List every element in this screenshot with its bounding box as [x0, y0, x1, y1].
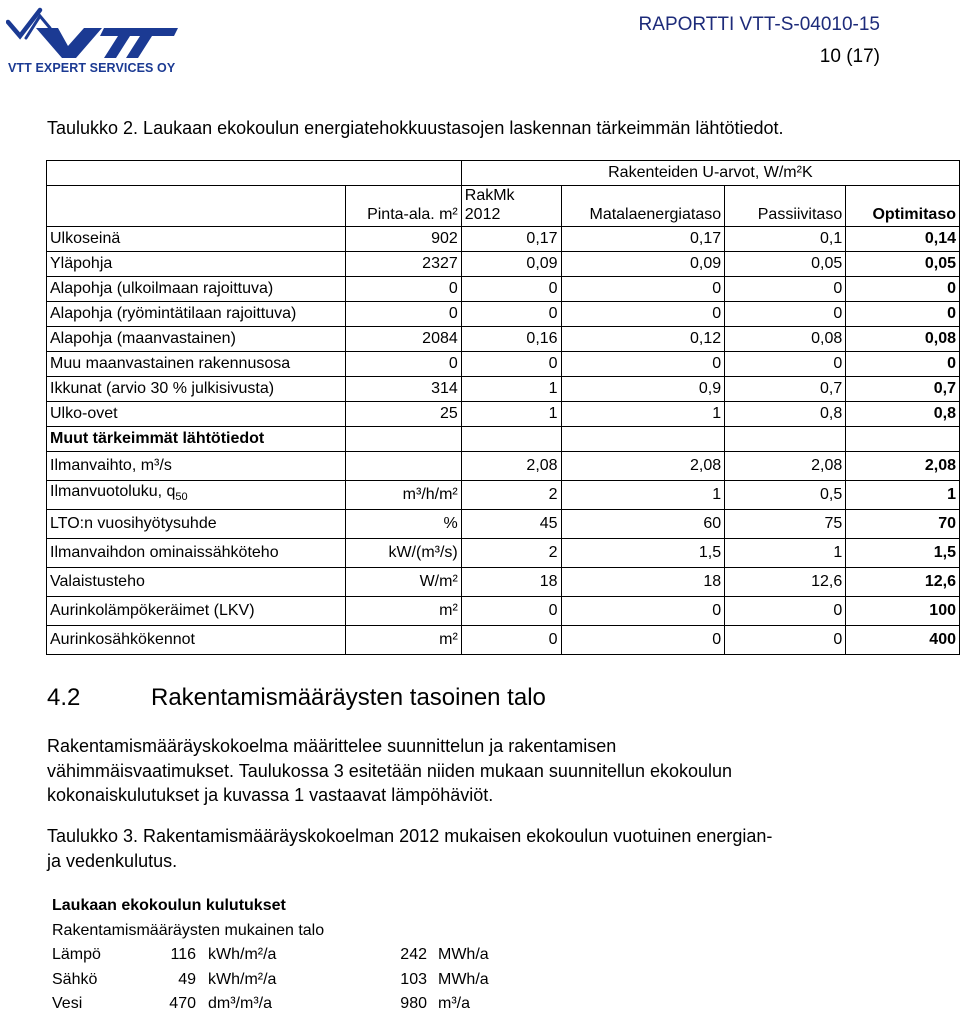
other-header: Muut tärkeimmät lähtötiedot [47, 427, 346, 452]
leak-optimi: 1 [846, 481, 960, 510]
consumption-title: Laukaan ekokoulun kulutukset [52, 897, 286, 914]
leak-mata: 1 [561, 481, 725, 510]
row-unit: m² [345, 597, 461, 626]
row-rakmk: 45 [461, 510, 561, 539]
row-passiivi: 0,1 [725, 227, 846, 252]
col-passiivi-header: Passiivitaso [725, 186, 846, 227]
blank-cell [846, 427, 960, 452]
consumption-unit: kWh/m²/a [208, 970, 277, 988]
section-paragraph [47, 734, 867, 808]
leak-rakmk: 2 [461, 481, 561, 510]
consumption-block [52, 894, 489, 1017]
row-area: 0 [345, 352, 461, 377]
row-optimi: 12,6 [846, 568, 960, 597]
table-row [47, 510, 960, 539]
row-passiivi: 0,7 [725, 377, 846, 402]
blank-cell [561, 427, 725, 452]
consumption-label: Vesi [52, 995, 83, 1012]
consumption-subtitle: Rakentamismääräysten mukainen talo [52, 921, 325, 939]
table2 [46, 160, 960, 655]
row-label: Valaistusteho [47, 568, 346, 597]
row-passiivi: 0 [725, 277, 846, 302]
row-label: Ulko-ovet [47, 402, 346, 427]
row-mata: 0,09 [561, 252, 725, 277]
consumption-total: 980 [400, 995, 427, 1012]
row-mata: 1,5 [561, 539, 725, 568]
row-area: 2327 [345, 252, 461, 277]
row-area: 314 [345, 377, 461, 402]
row-unit: m² [345, 626, 461, 655]
consumption-unit: dm³/m³/a [208, 995, 272, 1012]
consumption-value: 470 [169, 995, 196, 1012]
leak-passiivi: 0,5 [725, 481, 846, 510]
row-optimi: 0,05 [846, 252, 960, 277]
logo-text: VTT EXPERT SERVICES OY [8, 61, 176, 75]
blank-cell [725, 427, 846, 452]
vent-rakmk: 2,08 [461, 452, 561, 481]
consumption-label: Lämpö [52, 946, 101, 963]
para-line: kokonaiskulutukset ja kuvassa 1 vastaavat lämpöhäviöt. [47, 785, 494, 805]
row-optimi: 0 [846, 302, 960, 327]
row-label: Alapohja (ulkoilmaan rajoittuva) [47, 277, 346, 302]
row-rakmk: 0,16 [461, 327, 561, 352]
leak-label [47, 481, 346, 510]
row-optimi: 400 [846, 626, 960, 655]
ventilation-row [47, 452, 960, 481]
table-row [47, 568, 960, 597]
row-passiivi: 0,08 [725, 327, 846, 352]
col-rakmk-line1: RakMk [464, 187, 515, 204]
row-mata: 0 [561, 352, 725, 377]
row-passiivi: 1 [725, 539, 846, 568]
row-label: Yläpohja [47, 252, 346, 277]
table-row [47, 539, 960, 568]
vent-mata: 2,08 [561, 452, 725, 481]
row-passiivi: 0 [725, 302, 846, 327]
blank-cell [345, 427, 461, 452]
row-optimi: 0 [846, 277, 960, 302]
consumption-total: 103 [400, 970, 427, 988]
row-mata: 60 [561, 510, 725, 539]
row-passiivi: 0 [725, 626, 846, 655]
consumption-total: 242 [400, 946, 427, 963]
row-mata: 0 [561, 597, 725, 626]
row-area: 902 [345, 227, 461, 252]
row-rakmk: 0 [461, 302, 561, 327]
table2-column-header-row [47, 186, 960, 227]
row-optimi: 70 [846, 510, 960, 539]
section-title: Rakentamismääräysten tasoinen talo [151, 684, 546, 711]
row-rakmk: 0 [461, 352, 561, 377]
row-rakmk: 0 [461, 277, 561, 302]
row-passiivi: 0,05 [725, 252, 846, 277]
row-area: 0 [345, 302, 461, 327]
table3-caption [47, 824, 877, 873]
row-mata: 0 [561, 277, 725, 302]
section-heading [47, 684, 546, 712]
row-rakmk: 0,09 [461, 252, 561, 277]
row-optimi: 0,08 [846, 327, 960, 352]
row-label: Alapohja (ryömintätilaan rajoittuva) [47, 302, 346, 327]
leakage-row [47, 481, 960, 510]
table3-caption-line: Taulukko 3. Rakentamismääräyskokoelman 2012 mukaisen ekokoulun vuotuinen energian- [47, 826, 773, 846]
row-area: 25 [345, 402, 461, 427]
row-unit: W/m² [345, 568, 461, 597]
row-area: 2084 [345, 327, 461, 352]
row-passiivi: 12,6 [725, 568, 846, 597]
row-mata: 0 [561, 626, 725, 655]
other-rows [47, 510, 960, 655]
row-optimi: 0,7 [846, 377, 960, 402]
consumption-row [52, 968, 489, 993]
consumption-row [52, 943, 489, 968]
row-mata: 0 [561, 302, 725, 327]
row-optimi: 1,5 [846, 539, 960, 568]
row-rakmk: 1 [461, 377, 561, 402]
row-optimi: 0 [846, 352, 960, 377]
col-rakmk-line2: 2012 [464, 206, 501, 223]
row-unit: % [345, 510, 461, 539]
group-header: Rakenteiden U-arvot, W/m²K [461, 161, 959, 186]
consumption-total-unit: MWh/a [438, 946, 489, 963]
table-row [47, 302, 960, 327]
vent-passiivi: 2,08 [725, 452, 846, 481]
table-row [47, 597, 960, 626]
row-passiivi: 0 [725, 352, 846, 377]
row-label: Ulkoseinä [47, 227, 346, 252]
consumption-value: 116 [170, 946, 196, 963]
row-rakmk: 1 [461, 402, 561, 427]
row-mata: 0,9 [561, 377, 725, 402]
row-passiivi: 75 [725, 510, 846, 539]
vent-unit [345, 452, 461, 481]
row-rakmk: 2 [461, 539, 561, 568]
leak-unit: m³/h/m² [345, 481, 461, 510]
row-label: Ilmanvaihdon ominaissähköteho [47, 539, 346, 568]
header-blank [47, 161, 462, 186]
row-rakmk: 0 [461, 597, 561, 626]
leak-label-main: Ilmanvuotoluku, q [50, 483, 176, 501]
table-row [47, 327, 960, 352]
row-mata: 1 [561, 402, 725, 427]
table-row [47, 227, 960, 252]
table-row [47, 626, 960, 655]
table-row [47, 252, 960, 277]
consumption-value: 49 [178, 970, 196, 988]
table2-caption: Taulukko 2. Laukaan ekokoulun energiatehokkuustasojen laskennan tärkeimmän lähtötiedot. [47, 118, 784, 138]
row-label: Alapohja (maanvastainen) [47, 327, 346, 352]
vent-optimi: 2,08 [846, 452, 960, 481]
row-optimi: 0,14 [846, 227, 960, 252]
row-rakmk: 18 [461, 568, 561, 597]
row-optimi: 100 [846, 597, 960, 626]
row-unit: kW/(m³/s) [345, 539, 461, 568]
row-area: 0 [345, 277, 461, 302]
header-empty [47, 186, 346, 227]
table-row [47, 352, 960, 377]
row-mata: 0,17 [561, 227, 725, 252]
consumption-unit: kWh/m²/a [208, 946, 277, 963]
row-mata: 0,12 [561, 327, 725, 352]
consumption-total-unit: MWh/a [438, 970, 489, 988]
row-label: Ikkunat (arvio 30 % julkisivusta) [47, 377, 346, 402]
col-rakmk-header [461, 186, 561, 227]
para-line: Rakentamismääräyskokoelma määrittelee suunnittelun ja rakentamisen [47, 736, 617, 756]
row-label: Aurinkosähkökennot [47, 626, 346, 655]
page-number: 10 (17) [819, 46, 880, 67]
col-optimi-header: Optimitaso [846, 186, 960, 227]
col-area-header: Pinta-ala. m² [345, 186, 461, 227]
consumption-total-unit: m³/a [438, 995, 470, 1012]
blank-cell [461, 427, 561, 452]
row-rakmk: 0,17 [461, 227, 561, 252]
row-label: Muu maanvastainen rakennusosa [47, 352, 346, 377]
leak-label-sub: 50 [175, 491, 188, 504]
consumption-label: Sähkö [52, 970, 98, 988]
col-mata-header: Matalaenergiataso [561, 186, 725, 227]
consumption-rows [52, 943, 489, 1017]
row-label: LTO:n vuosihyötysuhde [47, 510, 346, 539]
row-passiivi: 0,8 [725, 402, 846, 427]
table3-caption-line: ja vedenkulutus. [47, 850, 178, 871]
table-row [47, 277, 960, 302]
other-header-row [47, 427, 960, 452]
row-optimi: 0,8 [846, 402, 960, 427]
vtt-logo-mark [6, 6, 182, 62]
table-row [47, 402, 960, 427]
u-value-rows [47, 227, 960, 427]
row-rakmk: 0 [461, 626, 561, 655]
row-mata: 18 [561, 568, 725, 597]
table2-group-header-row [47, 161, 960, 186]
row-label: Aurinkolämpökeräimet (LKV) [47, 597, 346, 626]
report-id: RAPORTTI VTT-S-04010-15 [638, 14, 880, 35]
vent-label: Ilmanvaihto, m³/s [47, 452, 346, 481]
table-row [47, 377, 960, 402]
row-passiivi: 0 [725, 597, 846, 626]
para-line: vähimmäisvaatimukset. Taulukossa 3 esitetään niiden mukaan suunnitellun ekokoulun [47, 760, 733, 781]
section-number: 4.2 [47, 684, 81, 711]
